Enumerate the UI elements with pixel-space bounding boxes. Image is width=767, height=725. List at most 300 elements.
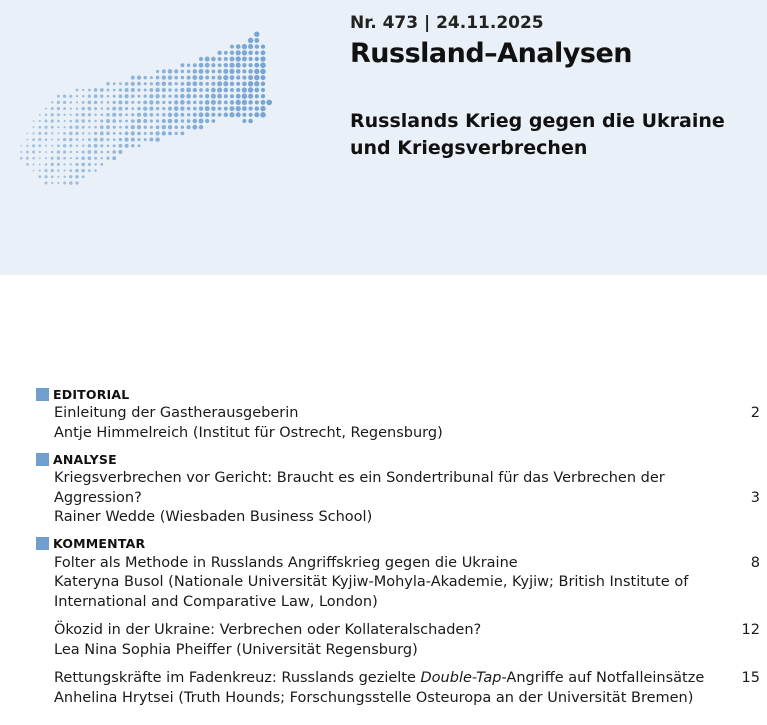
map-dot [168,101,171,104]
map-dot [155,131,159,135]
map-dot [20,157,23,160]
map-dot [57,132,59,134]
map-dot [119,88,122,91]
map-dot [260,112,266,118]
map-dot [254,112,259,117]
map-dot [199,63,204,68]
map-dot [255,51,259,55]
map-dot [82,169,85,172]
map-dot [162,119,166,123]
map-dot [82,175,85,178]
map-dot [144,89,147,92]
map-dot [32,138,35,141]
map-dot [69,175,72,178]
map-dot [255,106,259,110]
map-dot [125,144,129,148]
map-dot [149,107,153,111]
map-dot [82,95,84,97]
map-dot [75,175,79,179]
map-dot [57,176,59,178]
map-dot [39,114,41,116]
map-dot [75,113,78,116]
map-dot [26,145,28,147]
map-dot [242,63,246,67]
toc-entry[interactable] [36,669,760,708]
map-dot [162,101,165,104]
map-dot [193,107,197,111]
map-dot [180,63,184,67]
map-dot [70,151,72,153]
map-dot [57,107,60,110]
map-dot [162,113,166,117]
map-dot [63,132,66,135]
map-dot [180,88,184,92]
map-dot [192,125,197,130]
map-dot [174,94,178,98]
map-dot [181,113,185,117]
map-dot [125,138,129,142]
map-dot [138,144,141,147]
map-dot [230,75,235,80]
map-dot [131,131,135,135]
map-dot [113,89,116,92]
map-dot [218,69,222,73]
map-dot [57,101,60,104]
map-dot [150,82,153,85]
map-dot [63,107,66,110]
map-dot [81,163,85,167]
map-dot [230,88,234,92]
map-dot [218,107,222,111]
map-dot [88,163,91,166]
map-dot [125,88,129,92]
map-dot [94,94,98,98]
map-dot [75,163,78,166]
map-dot [33,120,35,122]
map-dot [181,76,184,79]
entry-author: Antje Himmelreich (Institut für Ostrecht, Regensburg) [54,424,443,441]
map-dot [156,113,159,116]
map-dot [217,94,222,99]
entry-title-emphasis: Double-Tap [420,670,502,686]
map-dot [63,176,65,178]
map-dot [57,157,60,160]
map-dot [107,101,110,104]
map-dot [186,88,191,93]
map-dot [162,107,165,110]
map-dot [248,51,253,56]
map-dot [218,57,222,61]
map-dot [106,125,110,129]
map-dot [199,125,204,130]
map-dot [180,94,185,99]
map-dot [45,108,47,110]
map-dot [44,175,47,178]
map-dot [143,119,147,123]
map-dot [131,82,135,86]
map-dot [162,69,166,73]
map-dot [211,94,216,99]
map-dot [242,57,247,62]
map-dot [156,70,159,73]
map-dot [223,81,228,86]
map-dot [45,157,47,159]
map-dot [162,125,166,129]
map-dot [76,95,78,97]
map-dot [205,63,210,68]
entry-author: Rainer Wedde (Wiesbaden Business School) [54,509,373,525]
toc-entry[interactable] [36,554,760,613]
map-dot [138,101,141,104]
map-dot [63,182,66,185]
map-dot [236,106,241,111]
map-dot [266,100,272,106]
map-dot [76,145,78,147]
map-dot [248,44,253,49]
map-dot [100,138,104,142]
map-dot [51,119,54,122]
map-dot [76,101,78,103]
map-dot [211,113,215,117]
map-dot [107,89,110,92]
map-dot [248,100,252,104]
map-dot [242,87,247,92]
map-dot [63,94,66,97]
square-bullet-icon [36,388,49,401]
map-dot [20,151,22,153]
map-dot [88,126,90,128]
map-dot [137,132,141,136]
map-dot [236,76,240,80]
map-dot [76,157,79,160]
map-dot [26,157,29,160]
map-dot [168,113,172,117]
map-dot [236,94,241,99]
map-dot [125,126,128,129]
map-dot [70,163,72,165]
map-dot [57,138,59,140]
entry-title-part: -Angriffe auf Notfalleinsätze [501,670,705,686]
map-dot [63,157,66,160]
map-dot [212,70,216,74]
map-dot [261,75,266,80]
map-dot [205,100,210,105]
map-dot [118,100,122,104]
map-dot [155,88,159,92]
map-dot [254,38,259,43]
map-dot [255,100,259,104]
map-dot [242,113,246,117]
map-dot [94,107,97,110]
map-dot [94,144,98,148]
map-dot [155,137,159,141]
map-dot [223,75,228,80]
map-dot [69,144,72,147]
map-dot [205,69,209,73]
map-dot [260,56,265,61]
map-dot [101,107,103,109]
map-dot [156,76,160,80]
map-dot [106,132,109,135]
map-dot [100,119,103,122]
map-dot [254,88,259,93]
map-dot [100,95,103,98]
map-dot [249,57,253,61]
map-dot [217,87,222,92]
map-dot [248,81,253,86]
entry-title[interactable]: Ökozid in der Ukraine: Verbrechen oder Kollateralschaden? [54,622,482,638]
map-dot [82,145,84,147]
map-dot [70,157,72,159]
map-dot [168,82,172,86]
map-dot [254,63,259,68]
map-dot [230,94,234,98]
map-dot [63,101,66,104]
map-dot [156,107,159,110]
map-dot [260,62,266,68]
map-dot [205,57,210,62]
map-dot [113,82,116,85]
map-dot [63,144,66,147]
map-dot [199,69,204,74]
map-dot [261,94,265,98]
map-dot [230,45,234,49]
map-dot [88,107,92,111]
map-dot [125,82,129,86]
map-dot [217,100,221,104]
map-dot [100,144,103,147]
map-dot [230,82,234,86]
map-dot [88,169,91,172]
map-dot [236,112,241,117]
map-dot [45,182,48,185]
map-dot [150,113,154,117]
map-dot [75,132,78,135]
map-dot [260,106,265,111]
map-dot [39,169,41,171]
map-dot [199,100,203,104]
map-dot [193,63,197,67]
toc-entry[interactable] [36,404,760,443]
map-dot [168,88,171,91]
map-dot [137,113,141,117]
map-dot [144,82,147,85]
map-dot [193,94,197,98]
map-dot [106,82,110,86]
map-dot [57,120,60,123]
map-dot [255,44,259,48]
map-dot [193,101,196,104]
map-dot [156,125,160,129]
map-dot [144,138,147,141]
map-dot [32,132,34,134]
map-dot [113,138,116,141]
map-dot [38,126,41,129]
map-dot [229,112,234,117]
entry-title[interactable]: Folter als Methode in Russlands Angriffskrieg gegen die Ukraine [54,554,518,571]
map-dot [51,107,54,110]
entry-author: Lea Nina Sophia Pheiffer (Universität Regensburg) [54,641,418,658]
map-dot [236,82,240,86]
map-dot [39,120,41,122]
map-dot [236,88,240,92]
map-dot [63,114,65,116]
map-dot [82,151,85,154]
russia-map-logo [12,25,274,200]
map-dot [69,120,72,123]
map-dot [186,94,191,99]
map-dot [261,100,266,105]
map-dot [181,82,185,86]
map-dot [236,56,241,61]
map-dot [107,95,110,98]
map-dot [94,120,96,122]
map-dot [131,94,134,97]
map-dot [100,113,103,116]
map-dot [150,88,154,92]
map-dot [174,76,178,80]
map-dot [113,132,116,135]
map-dot [131,144,134,147]
map-dot [39,157,41,159]
map-dot [187,125,191,129]
map-dot [51,175,54,178]
entry-page-number: 2 [750,405,760,421]
map-dot [38,175,41,178]
map-dot [100,151,103,154]
map-dot [131,138,135,142]
map-dot [51,113,54,116]
map-dot [69,138,72,141]
map-dot [94,163,96,165]
map-dot [217,81,222,86]
map-dot [44,132,47,135]
map-dot [118,150,122,154]
entry-title[interactable]: Kriegsverbrechen vor Gericht: Braucht es ein Sondertribunal für das Verbrechen der Aggression? [54,470,665,506]
map-dot [70,108,72,110]
map-dot [224,94,228,98]
map-dot [205,119,209,123]
map-dot [212,119,216,123]
map-dot [57,144,60,147]
map-dot [255,57,259,61]
map-dot [236,100,241,105]
map-dot [162,131,166,135]
map-dot [211,106,216,111]
map-dot [112,150,115,153]
map-dot [199,88,203,92]
map-dot [186,82,191,87]
map-dot [26,151,29,154]
map-dot [63,126,65,128]
map-dot [211,82,215,86]
map-dot [131,107,134,110]
map-dot [113,144,116,147]
map-dot [94,114,97,117]
map-dot [94,138,98,142]
map-dot [242,100,247,105]
map-dot [193,69,197,73]
toc-entry[interactable] [36,621,760,660]
entry-title[interactable] [54,669,726,689]
header-banner [0,0,767,275]
map-dot [106,113,110,117]
section-heading [36,536,760,552]
map-dot [217,51,221,55]
map-dot [175,88,178,91]
map-dot [187,107,191,111]
map-dot [261,44,265,48]
section-label: ANALYSE [53,451,117,467]
map-dot [187,100,191,104]
map-dot [33,126,35,128]
map-dot [249,107,253,111]
map-dot [193,88,197,92]
map-dot [137,107,140,110]
map-dot [81,156,85,160]
toc-entry[interactable] [36,469,760,528]
map-dot [27,133,29,135]
map-dot [223,69,228,74]
map-dot [261,82,265,86]
map-dot [57,126,59,128]
map-dot [150,132,153,135]
map-dot [63,138,66,141]
map-dot [205,76,209,80]
map-dot [112,107,116,111]
map-dot [187,76,191,80]
map-dot [75,181,78,184]
map-dot [57,163,60,166]
map-dot [26,139,28,141]
map-dot [211,88,216,93]
map-dot [51,151,54,154]
map-dot [261,88,265,92]
map-dot [230,106,235,111]
map-dot [113,95,116,98]
map-dot [236,50,241,55]
map-dot [248,69,253,74]
map-dot [51,157,54,160]
map-dot [51,139,53,141]
map-dot [192,81,197,86]
map-dot [230,100,234,104]
map-dot [38,138,41,141]
map-dot [181,126,184,129]
map-dot [180,100,185,105]
map-dot [45,114,48,117]
map-dot [100,163,103,166]
map-dot [125,101,129,105]
map-dot [229,63,234,68]
map-dot [94,169,96,171]
map-dot [149,94,153,98]
map-dot [205,94,209,98]
map-dot [32,151,35,154]
map-dot [119,126,122,129]
map-dot [88,120,91,123]
entry-title[interactable]: Einleitung der Gastherausgeberin [54,405,299,421]
map-dot [236,44,241,49]
map-dot [32,157,35,160]
map-dot [168,119,173,124]
map-dot [260,69,265,74]
map-dot [131,76,135,80]
map-dot [168,132,172,136]
map-dot [199,75,204,80]
map-dot [248,75,253,80]
map-dot [82,101,85,104]
